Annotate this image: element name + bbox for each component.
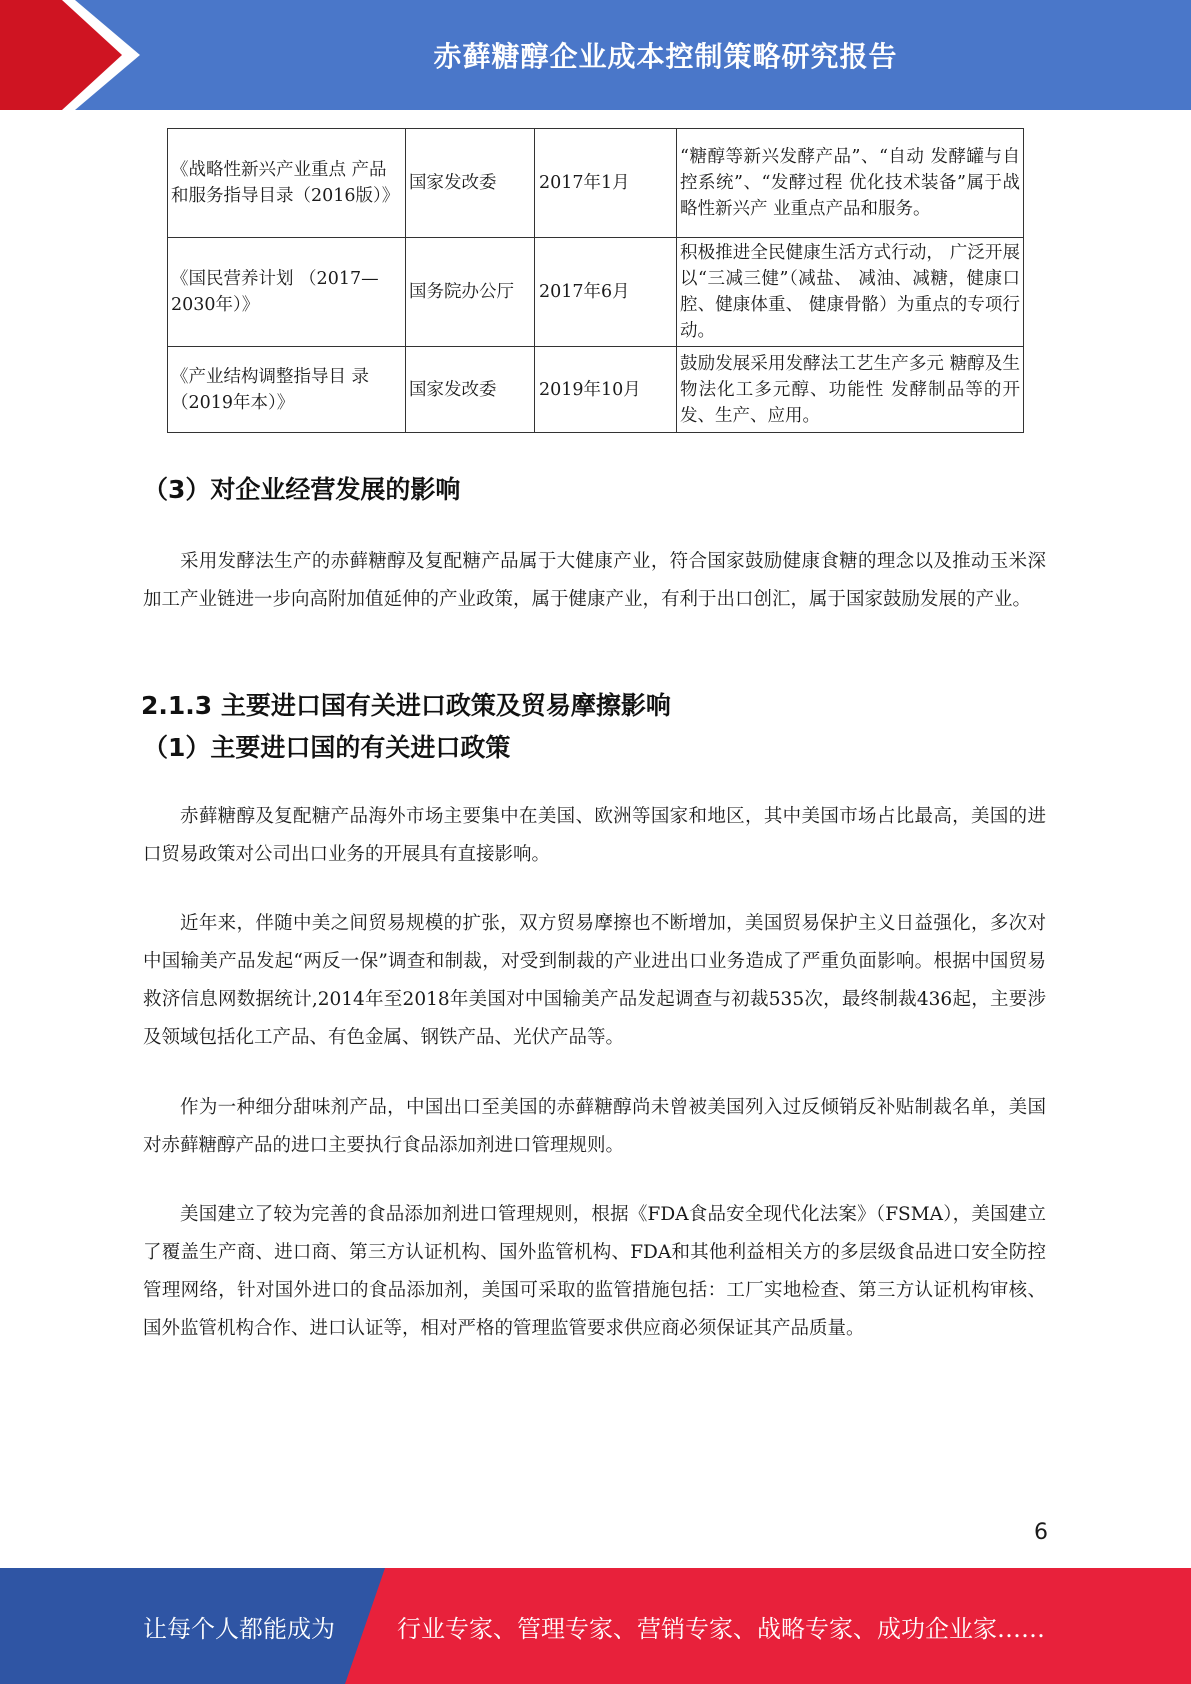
import-paragraph-3 <box>143 1089 1046 1165</box>
page-number: 6 <box>1034 1520 1048 1545</box>
paragraph-text: 近年来，伴随中美之间贸易规模的扩张，双方贸易摩擦也不断增加，美国贸易保护主义日益强化，多次对中国输美产品发起“两反一保”调查和制裁，对受到制裁的产业进出口业务造成了严重负面影响。根据中国贸易救济信息网数据统计,2014年至2018年美国对中国输美产品发起调查与初裁535次，最终制裁436起，主要涉及领域包括化工产品、有色金属、钢铁产品、光伏产品等。 <box>143 913 1046 1048</box>
policy-date: 2017年1月 <box>535 129 677 238</box>
impact-paragraph <box>143 543 1046 619</box>
policy-document: 《产业结构调整指导目 录（2019年本）》 <box>168 347 406 433</box>
paragraph-text: 作为一种细分甜味剂产品，中国出口至美国的赤藓糖醇尚未曾被美国列入过反倾销反补贴制裁名单，美国对赤藓糖醇产品的进口主要执行食品添加剂进口管理规则。 <box>143 1097 1046 1156</box>
import-paragraph-1 <box>143 798 1046 874</box>
policy-document: 《国民营养计划 （2017—2030年）》 <box>168 238 406 347</box>
section-heading: 2.1.3 主要进口国有关进口政策及贸易摩擦影响 <box>141 691 671 720</box>
policy-document: 《战略性新兴产业重点 产品和服务指导目录（2016版）》 <box>168 129 406 238</box>
table-row <box>168 347 1024 433</box>
import-paragraph-2 <box>143 905 1046 1057</box>
footer-slogan-left: 让每个人都能成为 <box>143 1614 335 1643</box>
page-header <box>0 0 1191 110</box>
policy-content: 鼓励发展采用发酵法工艺生产多元 糖醇及生物法化工多元醇、功能性 发酵制品等的开发、生产、应用。 <box>677 347 1024 433</box>
subsection-heading: （1）主要进口国的有关进口政策 <box>143 733 511 762</box>
footer-slogan-right: 行业专家、管理专家、营销专家、战略专家、成功企业家…… <box>397 1614 1045 1643</box>
page-footer <box>0 1568 1191 1684</box>
policy-date: 2019年10月 <box>535 347 677 433</box>
paragraph-text: 采用发酵法生产的赤藓糖醇及复配糖产品属于大健康产业，符合国家鼓励健康食糖的理念以及推动玉米深加工产业链进一步向高附加值延伸的产业政策，属于健康产业，有利于出口创汇，属于国家鼓励发展的产业。 <box>143 551 1046 610</box>
policy-table <box>167 128 1024 433</box>
table-row <box>168 129 1024 238</box>
policy-date: 2017年6月 <box>535 238 677 347</box>
header-arrow-icon <box>0 0 160 110</box>
import-paragraph-4 <box>143 1196 1046 1348</box>
policy-content: “糖醇等新兴发酵产品”、“自动 发酵罐与自控系统”、“发酵过程 优化技术装备”属于战略性新兴产 业重点产品和服务。 <box>677 129 1024 238</box>
report-title: 赤藓糖醇企业成本控制策略研究报告 <box>433 40 898 73</box>
table-row <box>168 238 1024 347</box>
policy-issuer: 国家发改委 <box>406 129 535 238</box>
policy-issuer: 国务院办公厅 <box>406 238 535 347</box>
paragraph-text: 美国建立了较为完善的食品添加剂进口管理规则，根据《FDA食品安全现代化法案》（FSMA），美国建立了覆盖生产商、进口商、第三方认证机构、国外监管机构、FDA和其他利益相关方的多层级食品进口安全防控管理网络，针对国外进口的食品添加剂，美国可采取的监管措施包括：工厂实地检查、第三方认证机构审核、国外监管机构合作、进口认证等，相对严格的管理监管要求供应商必须保证其产品质量。 <box>143 1204 1046 1339</box>
policy-content: 积极推进全民健康生活方式行动， 广泛开展以“三减三健”（减盐、 减油、减糖，健康口腔、健康体重、 健康骨骼）为重点的专项行动。 <box>677 238 1024 347</box>
policy-issuer: 国家发改委 <box>406 347 535 433</box>
impact-heading: （3）对企业经营发展的影响 <box>143 475 461 504</box>
paragraph-text: 赤藓糖醇及复配糖产品海外市场主要集中在美国、欧洲等国家和地区，其中美国市场占比最高，美国的进口贸易政策对公司出口业务的开展具有直接影响。 <box>143 806 1046 865</box>
